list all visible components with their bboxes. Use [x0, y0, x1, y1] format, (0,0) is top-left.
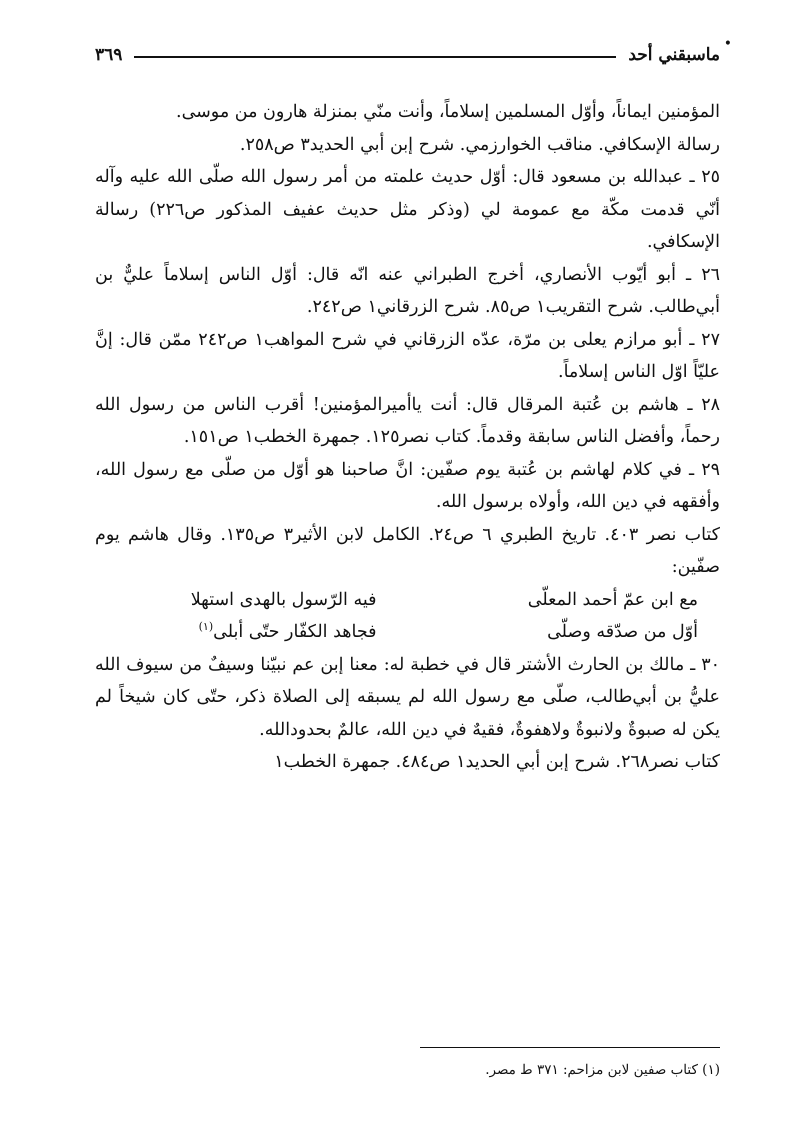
paragraph-item-26: ٢٦ ـ أبو أيّوب الأنصاري، أخرج الطبراني عنه انّه قال: أوّل الناس إسلاماً عليٌّ بن أبي‌طالب. شرح التقريب١ ص٨٥. شرح الزرقاني١ ص٢٤٢.	[95, 264, 720, 317]
paragraph-item-27: ٢٧ ـ أبو مرازم يعلى بن مرّة، عدّه الزرقاني في شرح المواهب١ ص٢٤٢ ممّن قال: إنَّ عليّاً اوّل الناس إسلاماً.	[95, 329, 720, 382]
paragraph: رسالة الإسكافي. مناقب الخوارزمي. شرح إبن أبي الحديد٣ ص٢٥٨.	[239, 134, 720, 155]
paragraph: كتاب نصر٢٦٨. شرح إبن أبي الحديد١ ص٤٨٤. جمهرة الخطب١	[274, 752, 720, 772]
paragraph: المؤمنين ايماناً، وأوّل المسلمين إسلاماً، وأنت منّي بمنزلة هارون من موسى.	[176, 102, 720, 122]
page-header	[95, 36, 732, 70]
paragraph-item-28: ٢٨ ـ هاشم بن عُتبة المرقال قال: أنت ياأميرالمؤمنين! أقرب الناس من رسول الله رحماً، وأفضل الناس سابقة وقدماً. كتاب نصر١٢٥. جمهرة الخطب١ ص١٥١.	[95, 394, 720, 447]
footnote-rule	[420, 1047, 720, 1048]
header-dot: •	[723, 36, 732, 52]
book-page	[95, 36, 732, 1120]
paragraph-item-29: ٢٩ ـ في كلام لهاشم بن عُتبة يوم صفّين: انَّ صاحبنا هو أوّل من صلّى مع رسول الله، وأفقهه في دين الله، وأولاه برسول الله.	[95, 459, 720, 512]
poem	[95, 584, 698, 649]
page-number: ٣٦٩	[95, 45, 123, 65]
poem-hemistich: فيه الرّسول بالهدى استهلا	[190, 589, 377, 610]
footnote: (١) كتاب صفين لابن مزاحم: ٣٧١ ط مصر.	[485, 1062, 720, 1078]
footnote-marker: (١)	[198, 620, 214, 634]
header-rule	[134, 56, 616, 58]
poem-hemistich-text: فجاهد الكفّار حتّى أبلى	[213, 622, 377, 642]
page-body	[95, 96, 720, 779]
poem-hemistich: مع ابن عمّ أحمد المعلّى	[527, 589, 698, 610]
running-title: ماسبقني أحد	[628, 45, 720, 65]
poem-hemistich	[95, 616, 377, 649]
paragraph: كتاب نصر ٤٠٣. تاريخ الطبري ٦ ص٢٤. الكامل لابن الأثير٣ ص١٣٥. وقال هاشم يوم صفّين:	[95, 524, 721, 577]
paragraph-item-30: ٣٠ ـ مالك بن الحارث الأشتر قال في خطبة له: معنا إبن عم نبيّنا وسيفٌ من سيوف الله عليُّ بن أبي‌طالب، صلّى مع رسول الله لم يسبقه إلى الصلاة ذكر، حتّى كان شيخاً لم يكن له صبوةٌ ولانبوةٌ ولاهفوةٌ، فقيهٌ في دين الله، عالمٌ بحدودالله.	[95, 654, 720, 740]
paragraph-item-25: ٢٥ ـ عبدالله بن مسعود قال: أوّل حديث علمته من أمر رسول الله صلّى الله عليه وآله أنّي قدمت مكّة مع عمومة لي (وذكر مثل حديث عفيف المذكور ص٢٢٦) رسالة الإسكافي.	[95, 167, 720, 252]
poem-hemistich: أوّل من صدّقه وصلّى	[547, 622, 698, 642]
